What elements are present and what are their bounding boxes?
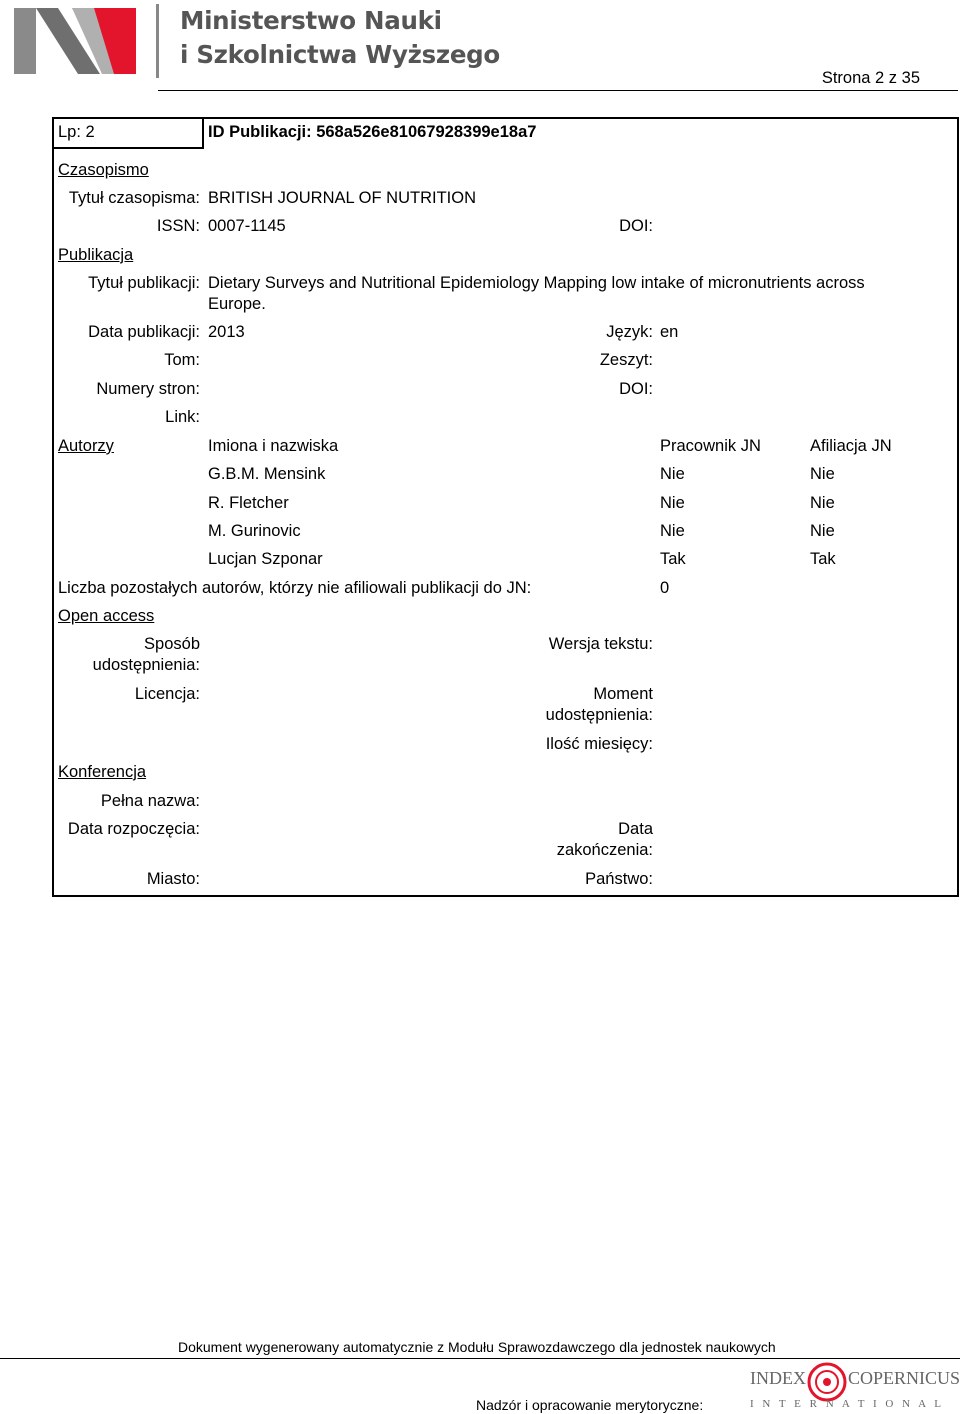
section-publikacja: Publikacja bbox=[58, 246, 134, 264]
publication-doi-label: DOI: bbox=[619, 380, 653, 398]
issn-value: 0007-1145 bbox=[208, 217, 286, 235]
oa-method-label-line1: Sposób bbox=[144, 635, 200, 653]
author-employee: Nie bbox=[660, 522, 685, 540]
footer-rule bbox=[0, 1358, 960, 1359]
issn-label: ISSN: bbox=[156, 217, 200, 235]
author-affiliation: Nie bbox=[810, 522, 835, 540]
oa-method-label-line2: udostępnienia: bbox=[92, 656, 200, 674]
publication-id: ID Publikacji: 568a526e81067928399e18a7 bbox=[208, 123, 537, 141]
index-copernicus-word1: INDEX bbox=[750, 1368, 806, 1388]
footer-supervision: Nadzór i opracowanie merytoryczne: bbox=[476, 1397, 704, 1413]
authors-col-employee: Pracownik JN bbox=[660, 437, 761, 455]
conf-name-label: Pełna nazwa: bbox=[100, 792, 200, 810]
author-affiliation: Nie bbox=[810, 465, 835, 483]
oa-version-label: Wersja tekstu: bbox=[548, 635, 653, 653]
conf-start-label: Data rozpoczęcia: bbox=[67, 820, 200, 838]
conf-end-label-line1: Data bbox=[618, 820, 653, 838]
publication-date-value: 2013 bbox=[208, 323, 245, 341]
page-indicator: Strona 2 z 35 bbox=[821, 69, 920, 87]
language-label: Język: bbox=[606, 323, 653, 341]
authors-col-name: Imiona i nazwiska bbox=[208, 437, 339, 455]
author-name: Lucjan Szponar bbox=[208, 550, 323, 568]
author-employee: Nie bbox=[660, 494, 685, 512]
section-autorzy: Autorzy bbox=[58, 437, 114, 455]
other-authors-value: 0 bbox=[660, 579, 670, 597]
authors-col-affiliation: Afiliacja JN bbox=[810, 437, 892, 455]
author-affiliation: Nie bbox=[810, 494, 835, 512]
oa-months-label: Ilość miesięcy: bbox=[545, 735, 653, 753]
journal-title-label: Tytuł czasopisma: bbox=[68, 189, 200, 207]
oa-moment-label-line1: Moment bbox=[593, 685, 653, 703]
author-name: M. Gurinovic bbox=[208, 522, 301, 540]
ministry-name-line1: Ministerstwo Nauki bbox=[180, 6, 442, 35]
publication-title-label: Tytuł publikacji: bbox=[88, 274, 200, 292]
oa-license-label: Licencja: bbox=[134, 685, 200, 703]
ministry-logo-icon bbox=[14, 8, 136, 74]
footer-generated-note: Dokument wygenerowany automatycznie z Modułu Sprawozdawczego dla jednostek naukowych bbox=[178, 1339, 776, 1355]
header-rule bbox=[158, 90, 958, 91]
author-employee: Tak bbox=[660, 550, 686, 568]
publication-title-line2: Europe. bbox=[208, 295, 266, 313]
ministry-name-line2: i Szkolnictwa Wyższego bbox=[180, 40, 500, 69]
section-open-access: Open access bbox=[58, 607, 155, 625]
index-copernicus-word3: I N T E R N A T I O N A L bbox=[750, 1398, 944, 1410]
language-value: en bbox=[660, 323, 679, 341]
conf-end-label-line2: zakończenia: bbox=[556, 841, 653, 859]
other-authors-label: Liczba pozostałych autorów, którzy nie afiliowali publikacji do JN: bbox=[58, 579, 532, 597]
conf-city-label: Miasto: bbox=[146, 870, 200, 888]
author-name: G.B.M. Mensink bbox=[208, 465, 326, 483]
index-copernicus-logo-icon bbox=[806, 1361, 848, 1403]
pages-label: Numery stron: bbox=[96, 380, 200, 398]
section-konferencja: Konferencja bbox=[58, 763, 147, 781]
logo-divider bbox=[156, 4, 159, 78]
volume-label: Tom: bbox=[164, 351, 200, 369]
journal-doi-label: DOI: bbox=[619, 217, 653, 235]
author-employee: Nie bbox=[660, 465, 685, 483]
record-number: Lp: 2 bbox=[58, 123, 95, 141]
issue-label: Zeszyt: bbox=[599, 351, 653, 369]
index-copernicus-word2: COPERNICUS bbox=[848, 1368, 960, 1388]
journal-title-value: BRITISH JOURNAL OF NUTRITION bbox=[208, 189, 476, 207]
link-label: Link: bbox=[165, 408, 200, 426]
publication-date-label: Data publikacji: bbox=[88, 323, 200, 341]
author-affiliation: Tak bbox=[810, 550, 836, 568]
publication-title-line1: Dietary Surveys and Nutritional Epidemiology Mapping low intake of micronutrients across bbox=[208, 274, 865, 292]
oa-moment-label-line2: udostępnienia: bbox=[545, 706, 653, 724]
author-name: R. Fletcher bbox=[208, 494, 289, 512]
conf-country-label: Państwo: bbox=[585, 870, 653, 888]
section-czasopismo: Czasopismo bbox=[58, 161, 149, 179]
